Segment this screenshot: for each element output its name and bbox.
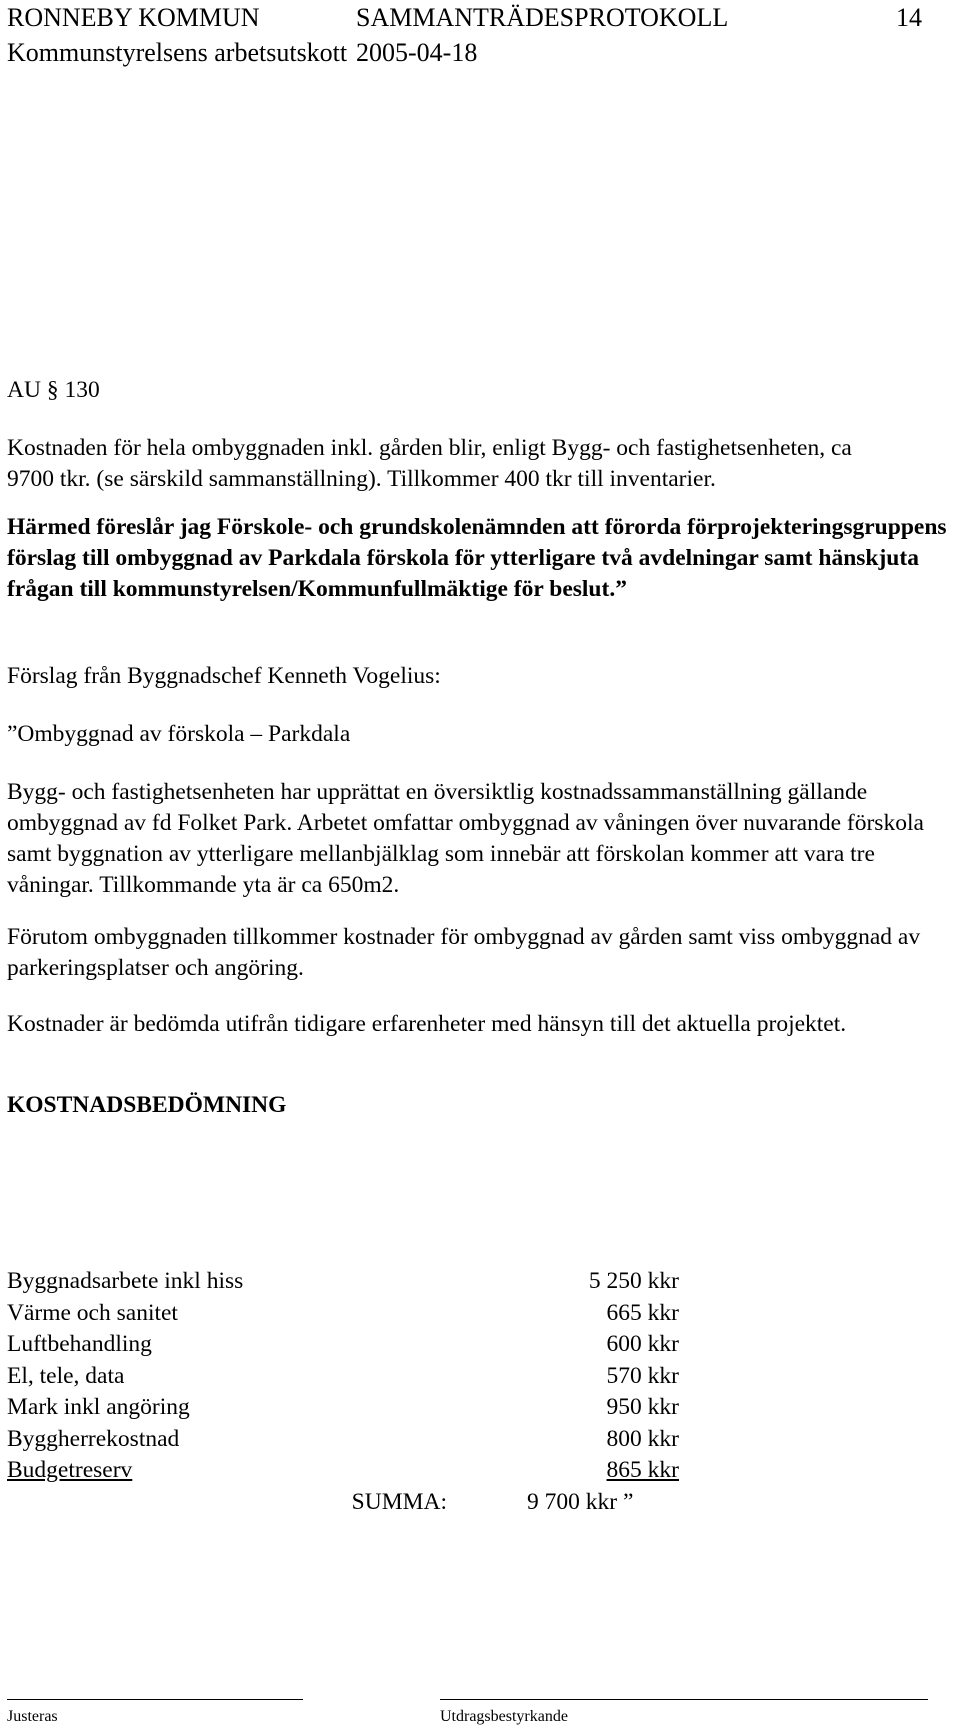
paragraph-proposal: Härmed föreslår jag Förskole- och grundskolenämnden att förorda förprojekteringsgruppens förslag till ombyggnad av Parkdala förskola för ytterligare två avdelningar samt hänskjuta frågan till kommunstyrelsen/Kommunfullmäktige för beslut.” (7, 514, 947, 602)
cost-label: Luftbehandling (7, 1331, 152, 1357)
paragraph-description: Bygg- och fastighetsenheten har upprättat en översiktlig kostnadssammanställning gällande ombyggnad av fd Folket Park. Arbetet omfattar ombyggnad av våningen över nuvarande förskola samt byggnation av ytterligare mellanbjälklag som innebär att förskolan kommer att vara tre våningar. Tillkommande yta är ca 650m2. (7, 779, 924, 898)
paragraph-cost-intro: Kostnaden för hela ombyggnaden inkl. gården blir, enligt Bygg- och fastighetsenheten, ca 9700 tkr. (se särskild sammanställning). Tillkommer 400 tkr till inventarier. (7, 435, 852, 492)
document-type: SAMMANTRÄDESPROTOKOLL (356, 3, 729, 32)
section-id: AU § 130 (7, 377, 100, 403)
paragraph-assessment: Kostnader är bedömda utifrån tidigare erfarenheter med hänsyn till det aktuella projektet. (7, 1011, 847, 1037)
cost-table (7, 1266, 679, 1518)
summa-amount: 9 700 kkr ” (527, 1488, 634, 1515)
cost-row (7, 1361, 679, 1393)
cost-label: Värme och sanitet (7, 1299, 178, 1326)
cost-label: Byggnadsarbete inkl hiss (7, 1268, 244, 1294)
cost-heading: KOSTNADSBEDÖMNING (7, 1092, 287, 1118)
paragraph-additional: Förutom ombyggnaden tillkommer kostnader för ombyggnad av gården samt viss ombyggnad av parkeringsplatser och angöring. (7, 924, 921, 981)
cost-row (7, 1266, 679, 1298)
cost-row (7, 1455, 679, 1487)
cost-amount: 865 kkr (606, 1457, 679, 1483)
footer-utdragsbestyrkande: Utdragsbestyrkande (440, 1708, 568, 1725)
cost-amount: 665 kkr (606, 1299, 679, 1326)
summa-label: SUMMA: (351, 1488, 447, 1515)
paragraph-proposal-from: Förslag från Byggnadschef Kenneth Vogelius: (7, 663, 441, 689)
meeting-date: 2005-04-18 (356, 38, 478, 67)
cost-amount: 950 kkr (606, 1394, 679, 1420)
utdrag-line (440, 1699, 928, 1700)
quote-title: ”Ombyggnad av förskola – Parkdala (7, 721, 351, 747)
municipality-name: RONNEBY KOMMUN (7, 3, 260, 32)
cost-row (7, 1298, 679, 1330)
cost-amount: 800 kkr (606, 1425, 679, 1452)
cost-amount: 570 kkr (606, 1362, 679, 1389)
cost-row (7, 1392, 679, 1424)
summa-row (7, 1487, 679, 1519)
cost-label: Mark inkl angöring (7, 1394, 190, 1420)
page-number: 14 (896, 3, 922, 32)
cost-amount: 5 250 kkr (588, 1268, 679, 1294)
cost-row (7, 1329, 679, 1361)
cost-label: Byggherrekostnad (7, 1425, 180, 1452)
cost-amount: 600 kkr (606, 1331, 679, 1357)
cost-row (7, 1424, 679, 1456)
justeras-line (7, 1699, 303, 1700)
committee-name: Kommunstyrelsens arbetsutskott (7, 38, 348, 67)
footer-justeras: Justeras (7, 1708, 58, 1725)
cost-label: El, tele, data (7, 1362, 125, 1389)
cost-label: Budgetreserv (7, 1457, 133, 1483)
